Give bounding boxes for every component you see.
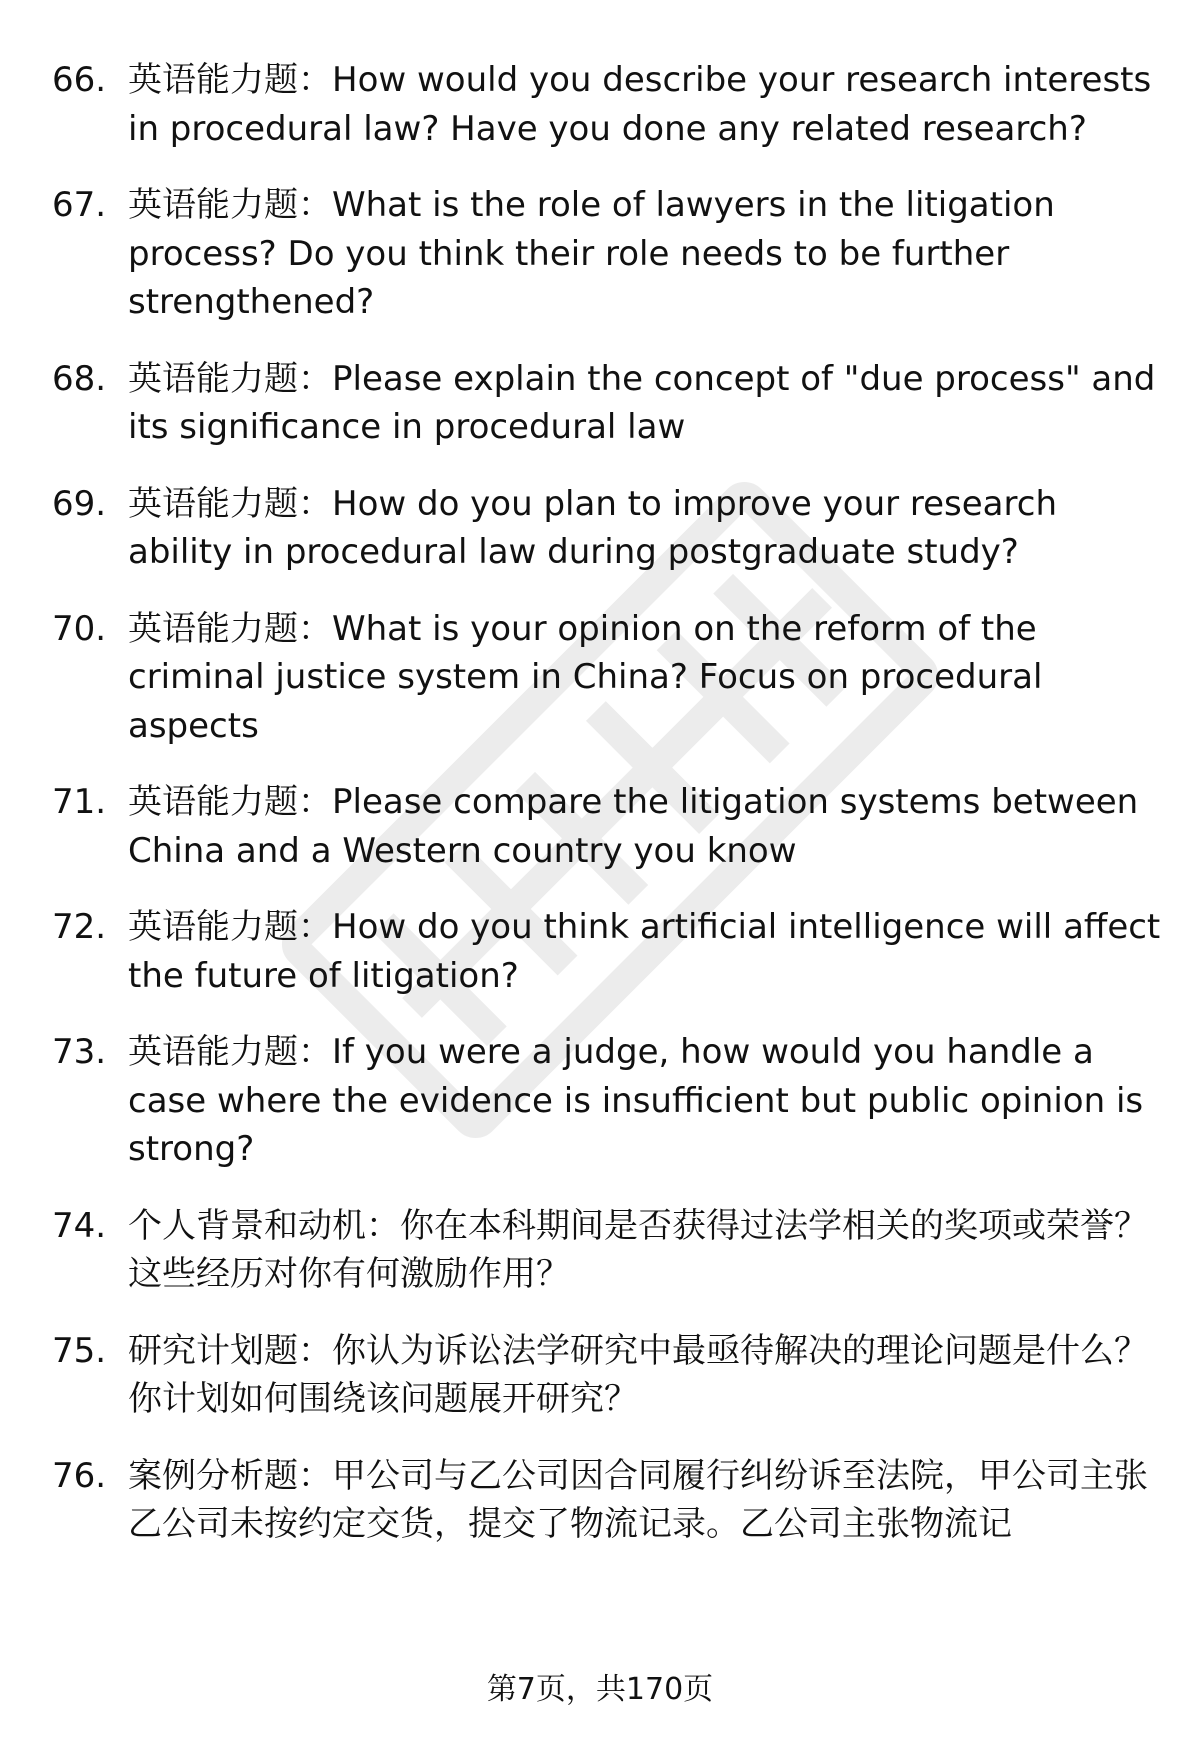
question-text: 英语能力题：How do you think artificial intelligence will affect the future of litigation? xyxy=(128,907,1161,996)
question-item xyxy=(52,1452,1162,1549)
question-number: 67. xyxy=(52,185,107,225)
question-item xyxy=(52,605,1162,751)
question-text: 英语能力题：What is the role of lawyers in the litigation process? Do you think their role needs to be further strengthened? xyxy=(128,185,1055,322)
question-item xyxy=(52,778,1162,875)
question-text: 英语能力题：If you were a judge, how would you handle a case where the evidence is insufficient but public opinion is strong? xyxy=(128,1032,1144,1169)
question-text: 研究计划题：你认为诉讼法学研究中最亟待解决的理论问题是什么？你计划如何围绕该问题展开研究？ xyxy=(128,1330,1148,1419)
question-number: 69. xyxy=(52,483,107,524)
question-number: 70. xyxy=(52,608,107,649)
question-number: 74. xyxy=(52,1205,107,1246)
page-footer: 第7页，共170页 xyxy=(486,1672,714,1707)
question-item xyxy=(52,903,1162,1000)
question-number: 73. xyxy=(52,1032,107,1072)
question-text: 英语能力题：How would you describe your research interests in procedural law? Have you done any related research? xyxy=(128,60,1152,149)
question-number: 66. xyxy=(52,60,107,100)
question-list xyxy=(52,56,1162,1577)
question-number: 76. xyxy=(52,1455,107,1496)
question-text: 英语能力题：How do you plan to improve your research ability in procedural law during postgraduate study? xyxy=(128,483,1057,572)
question-text: 英语能力题：Please compare the litigation systems between China and a Western country you know xyxy=(128,782,1139,871)
question-item xyxy=(52,480,1162,577)
question-item xyxy=(52,1028,1162,1174)
question-item xyxy=(52,1327,1162,1424)
question-number: 72. xyxy=(52,907,107,947)
question-item xyxy=(52,181,1162,327)
question-text: 案例分析题：甲公司与乙公司因合同履行纠纷诉至法院，甲公司主张乙公司未按约定交货，提交了物流记录。乙公司主张物流记 xyxy=(128,1455,1148,1544)
question-item xyxy=(52,56,1162,153)
question-number: 75. xyxy=(52,1330,107,1371)
question-text: 英语能力题：What is your opinion on the reform of the criminal justice system in China? Focus on procedural aspects xyxy=(128,608,1043,746)
question-text: 英语能力题：Please explain the concept of "due process" and its significance in procedural law xyxy=(128,358,1156,447)
question-number: 71. xyxy=(52,782,107,822)
question-item xyxy=(52,355,1162,452)
question-text: 个人背景和动机：你在本科期间是否获得过法学相关的奖项或荣誉？这些经历对你有何激励作用？ xyxy=(128,1205,1148,1294)
question-number: 68. xyxy=(52,358,107,399)
question-item xyxy=(52,1202,1162,1299)
